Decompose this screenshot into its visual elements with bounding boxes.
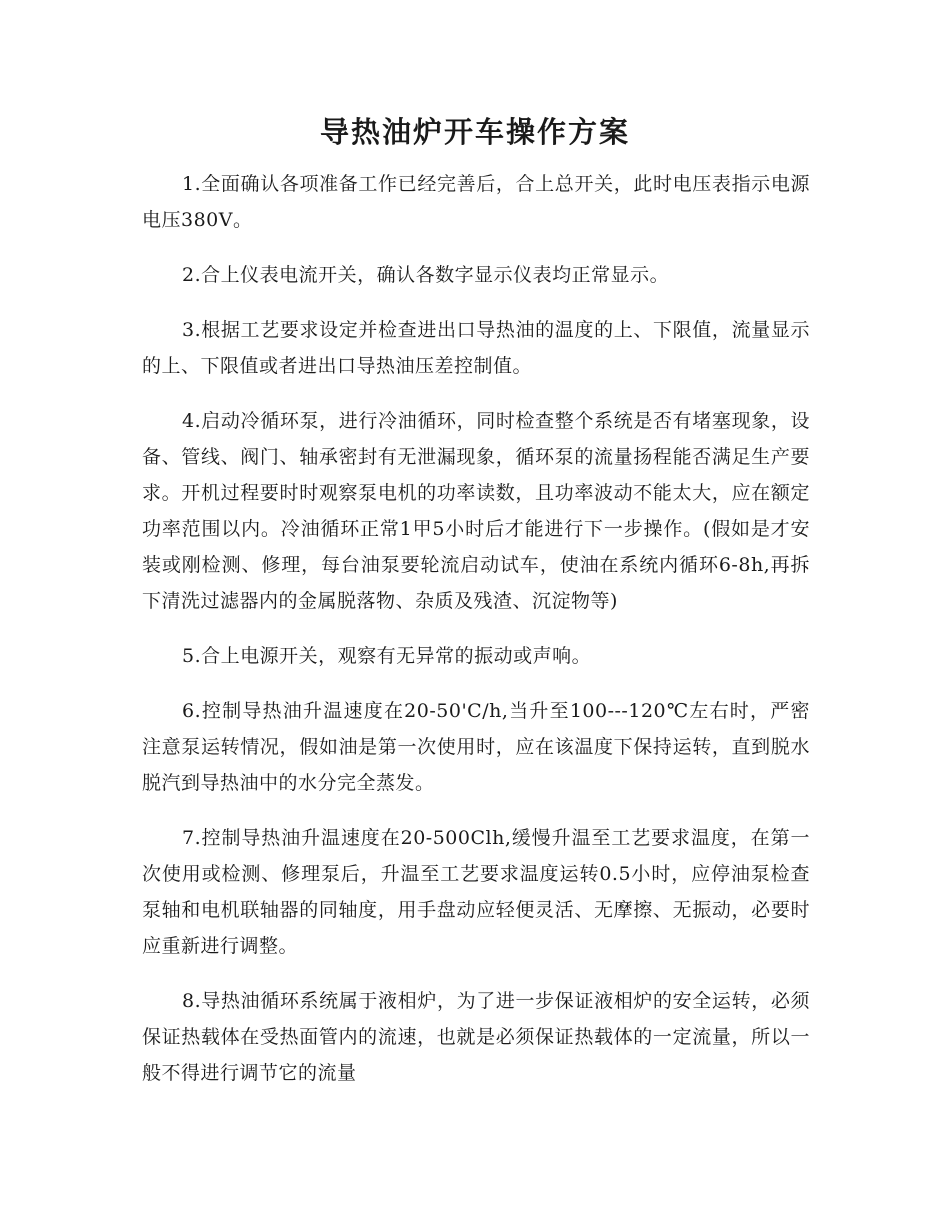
paragraph-step-4: 4.启动冷循环泵，进行冷油循环，同时检查整个系统是否有堵塞现象，设备、管线、阀门、轴承密封有无泄漏现象，循环泵的流量扬程能否满足生产要求。开机过程要时时观察泵电机的功率读数，且功率波动不能太大，应在额定功率范围以内。冷油循环正常1甲5小时后才能进行下一步操作。(假如是才安装或刚检测、修理，每台油泵要轮流启动试车，使油在系统内循环6-8h,再拆下清洗过滤器内的金属脱落物、杂质及残渣、沉淀物等) xyxy=(142,410,810,612)
paragraph-step-2: 2.合上仪表电流开关，确认各数字显示仪表均正常显示。 xyxy=(182,264,670,286)
paragraph-step-1: 1.全面确认各项准备工作已经完善后，合上总开关，此时电压表指示电源电压380V。 xyxy=(142,173,810,231)
paragraph-step-6: 6.控制导热油升温速度在20-50'C/h,当升至100---120℃左右时，严密注意泵运转情况，假如油是第一次使用时，应在该温度下保持运转，直到脱水脱汽到导热油中的水分完全蒸发。 xyxy=(142,700,810,794)
document-title: 导热油炉开车操作方案 xyxy=(319,115,630,149)
paragraph-step-7: 7.控制导热油升温速度在20-500Clh,缓慢升温至工艺要求温度，在第一次使用或检测、修理泵后，升温至工艺要求温度运转0.5小时，应停油泵检查泵轴和电机联轴器的同轴度，用手盘动应轻便灵活、无摩擦、无振动，必要时应重新进行调整。 xyxy=(142,827,810,957)
paragraph-step-3: 3.根据工艺要求设定并检查进出口导热油的温度的上、下限值，流量显示的上、下限值或者进出口导热油压差控制值。 xyxy=(142,319,810,377)
paragraph-step-5: 5.合上电源开关，观察有无异常的振动或声响。 xyxy=(182,645,592,667)
paragraph-step-8: 8.导热油循环系统属于液相炉，为了进一步保证液相炉的安全运转，必须保证热载体在受热面管内的流速，也就是必须保证热载体的一定流量，所以一般不得进行调节它的流量 xyxy=(142,990,810,1084)
document-body xyxy=(142,166,810,1110)
